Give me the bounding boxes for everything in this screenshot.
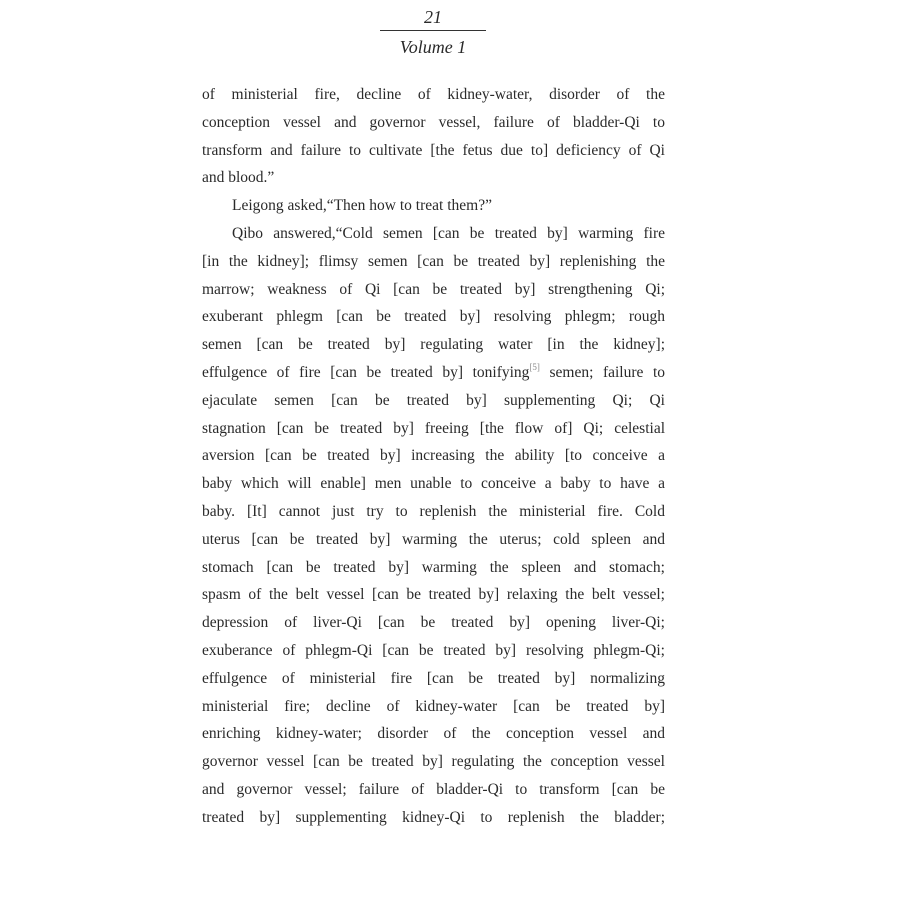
body-text [202,81,665,832]
text-line-with-footnote [202,359,665,387]
text-line: aversion [can be treated by] increasing the ability [to conceive a [202,447,665,465]
text-line: and governor vessel; failure of bladder-Qi to transform [can be [202,780,665,798]
text-line: exuberant phlegm [can be treated by] resolving phlegm; rough [202,308,665,326]
text-line: effulgence of ministerial fire [can be treated by] normalizing [202,669,665,687]
volume-label: Volume 1 [399,37,467,57]
text-line: marrow; weakness of Qi [can be treated by] strengthening Qi; [202,280,665,298]
text-line: spasm of the belt vessel [can be treated by] relaxing the belt vessel; [202,586,665,604]
text-line: and blood.” [202,169,275,187]
text-segment: semen; failure to [539,363,665,381]
text-segment: effulgence of fire [can be treated by] tonifying [202,363,530,381]
text-line: exuberance of phlegm-Qi [can be treated by] resolving phlegm-Qi; [202,641,665,659]
text-line: ministerial fire; decline of kidney-water [can be treated by] [202,697,665,715]
text-line: conception vessel and governor vessel, failure of bladder-Qi to [202,113,665,131]
text-line: governor vessel [can be treated by] regulating the conception vessel [202,753,665,771]
paragraph-start-line: Qibo answered,“Cold semen [can be treated by] warming fire [232,224,665,242]
text-line: stomach [can be treated by] warming the spleen and stomach; [202,558,665,576]
text-line: depression of liver-Qi [can be treated by] opening liver-Qi; [202,614,665,632]
text-line: enriching kidney-water; disorder of the conception vessel and [202,725,665,743]
text-line: transform and failure to cultivate [the fetus due to] deficiency of Qi [202,141,665,159]
footnote-marker: [5] [529,361,540,372]
text-line: uterus [can be treated by] warming the uterus; cold spleen and [202,530,665,548]
text-line: ejaculate semen [can be treated by] supplementing Qi; Qi [202,391,665,409]
paragraph-start-line: Leigong asked,“Then how to treat them?” [232,197,492,215]
page-number: 21 [380,6,486,31]
text-line: stagnation [can be treated by] freeing [the flow of] Qi; celestial [202,419,665,437]
text-line: baby. [It] cannot just try to replenish the ministerial fire. Cold [202,502,665,520]
text-line: baby which will enable] men unable to conceive a baby to have a [202,475,665,493]
page-header [380,6,486,58]
text-line: [in the kidney]; flimsy semen [can be treated by] replenishing the [202,252,665,270]
text-line: treated by] supplementing kidney-Qi to replenish the bladder; [202,808,665,826]
text-line: of ministerial fire, decline of kidney-water, disorder of the [202,86,665,103]
text-line: semen [can be treated by] regulating water [in the kidney]; [202,336,665,354]
